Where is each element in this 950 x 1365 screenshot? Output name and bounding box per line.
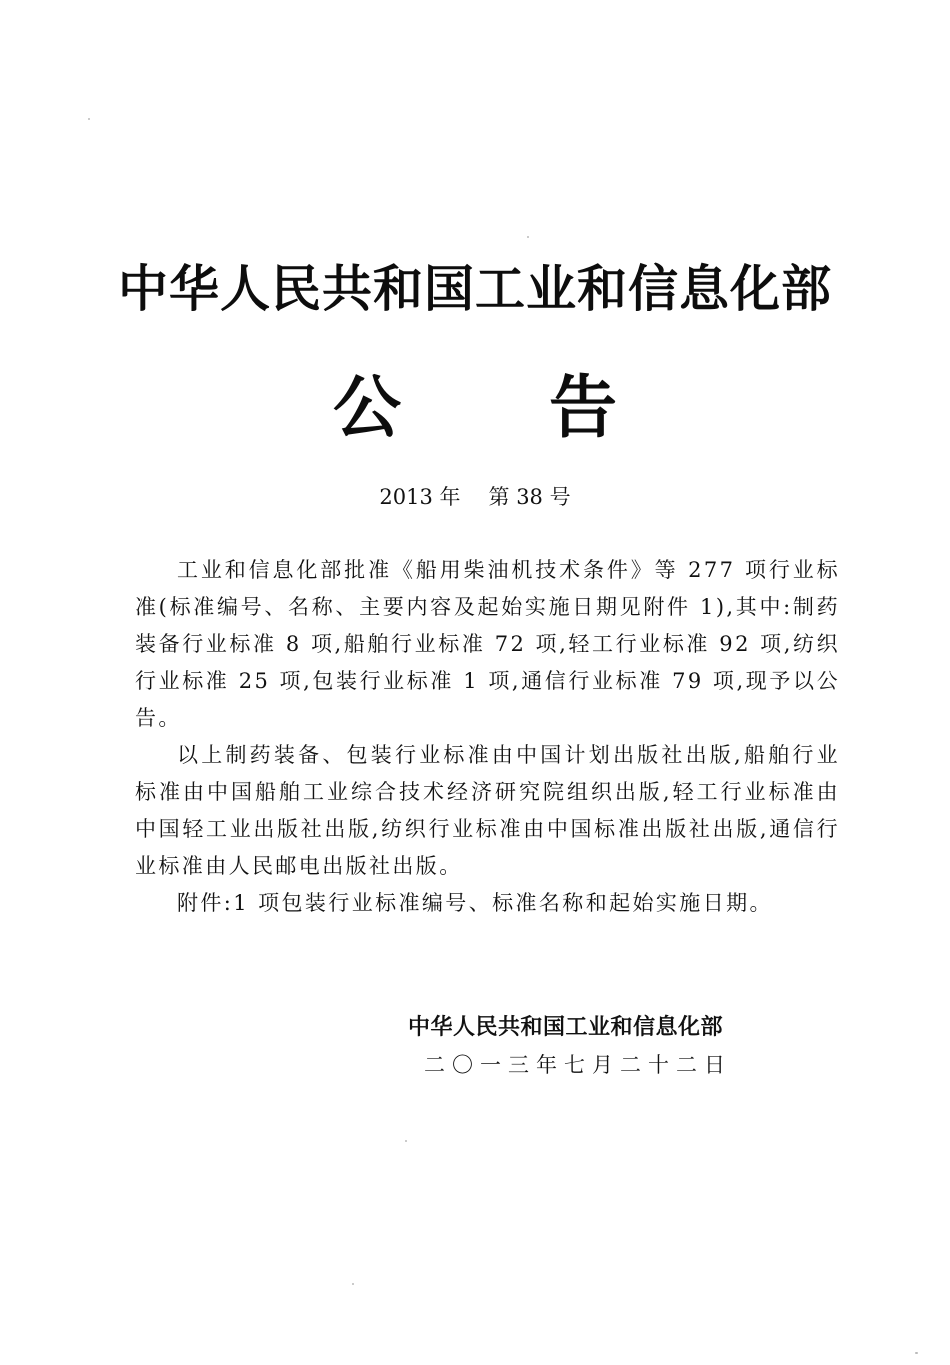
- issue-serial: 第 38 号: [488, 485, 571, 509]
- signature-date: 二〇一三年七月二十二日: [424, 1053, 732, 1077]
- body-paragraph-1: 工业和信息化部批准《船用柴油机技术条件》等 277 项行业标准(标准编号、名称、主要内容及起始实施日期见附件 1),其中:制药装备行业标准 8 项,船舶行业标准 72 项,轻工行业标准 92 项,纺织行业标准 25 项,包装行业标准 1 项,通信行业标准 79 项,现予以公告。: [135, 558, 840, 730]
- scan-speck: [405, 1140, 407, 1142]
- signature-organization: 中华人民共和国工业和信息化部: [408, 1015, 724, 1040]
- issue-year: 2013 年: [379, 485, 461, 509]
- body-paragraph-2: 以上制药装备、包装行业标准由中国计划出版社出版,船舶行业标准由中国船舶工业综合技术经济研究院组织出版,轻工行业标准由中国轻工业出版社出版,纺织行业标准由中国标准出版社出版,通信行业标准由人民邮电出版社出版。: [135, 743, 840, 878]
- scan-speck: [915, 1352, 918, 1354]
- document-type-heading: 公告: [332, 369, 765, 448]
- body-paragraph-3: 附件:1 项包装行业标准编号、标准名称和起始实施日期。: [177, 891, 773, 915]
- scan-speck: [527, 236, 529, 238]
- scan-speck: [352, 1283, 354, 1285]
- scan-speck: [88, 118, 90, 120]
- announcement-body: [135, 552, 840, 922]
- ministry-title: 中华人民共和国工业和信息化部: [118, 260, 832, 318]
- signature-block: [408, 1010, 828, 1084]
- issue-number: [0, 482, 950, 512]
